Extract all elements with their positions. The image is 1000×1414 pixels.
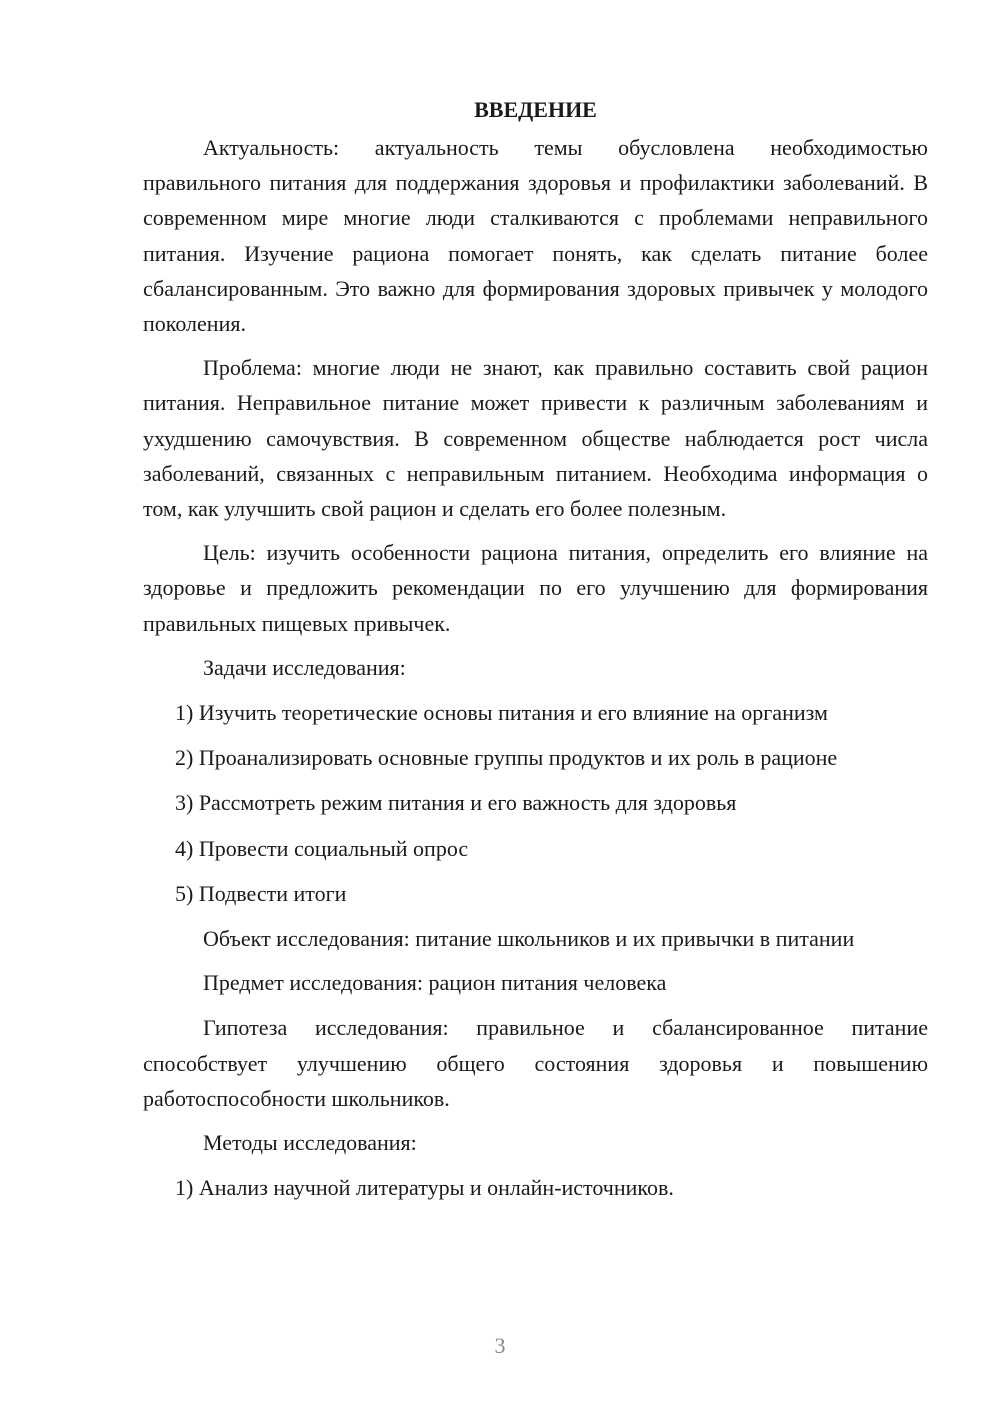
methods-label: Методы исследования: (203, 1130, 417, 1156)
task-item: 2) Проанализировать основные группы продуктов и их роль в рационе (175, 745, 838, 771)
hypothesis-paragraph: Гипотеза исследования: правильное и сбалансированное питание способствует улучшению общего состояния здоровья и повышению работоспособности школьников. (143, 1015, 928, 1111)
task-item: 4) Провести социальный опрос (175, 835, 469, 861)
object-paragraph: Объект исследования: питание школьников и их привычки в питании (203, 926, 855, 952)
problem-paragraph: Проблема: многие люди не знают, как правильно составить свой рацион питания. Неправильное питание может привести к различным заболеваниям и ухудшению самочувствия. В современном обществе наблюдается рост числа заболеваний, связанных с неправильным питанием. Необходима информация о том, как улучшить свой рацион и сделать его более полезным. (143, 355, 928, 522)
goal-paragraph: Цель: изучить особенности рациона питания, определить его влияние на здоровье и предложить рекомендации по его улучшению для формирования правильных пищевых привычек. (143, 540, 928, 636)
relevance-paragraph: Актуальность: актуальность темы обусловлена необходимостью правильного питания для поддержания здоровья и профилактики заболеваний. В современном мире многие люди сталкиваются с проблемами неправильного питания. Изучение рациона помогает понять, как сделать питание более сбалансированным. Это важно для формирования здоровых привычек у молодого поколения. (143, 135, 928, 337)
page-content (143, 92, 928, 1215)
subject-paragraph: Предмет исследования: рацион питания человека (203, 970, 667, 996)
task-item: 5) Подвести итоги (175, 880, 347, 906)
task-item: 3) Рассмотреть режим питания и его важность для здоровья (175, 790, 737, 816)
task-item: 1) Изучить теоретические основы питания и его влияние на организм (175, 700, 828, 726)
method-item: 1) Анализ научной литературы и онлайн-источников. (175, 1175, 674, 1201)
page-number: 3 (494, 1333, 506, 1358)
page-title: ВВЕДЕНИЕ (474, 97, 597, 122)
tasks-label: Задачи исследования: (203, 654, 406, 680)
